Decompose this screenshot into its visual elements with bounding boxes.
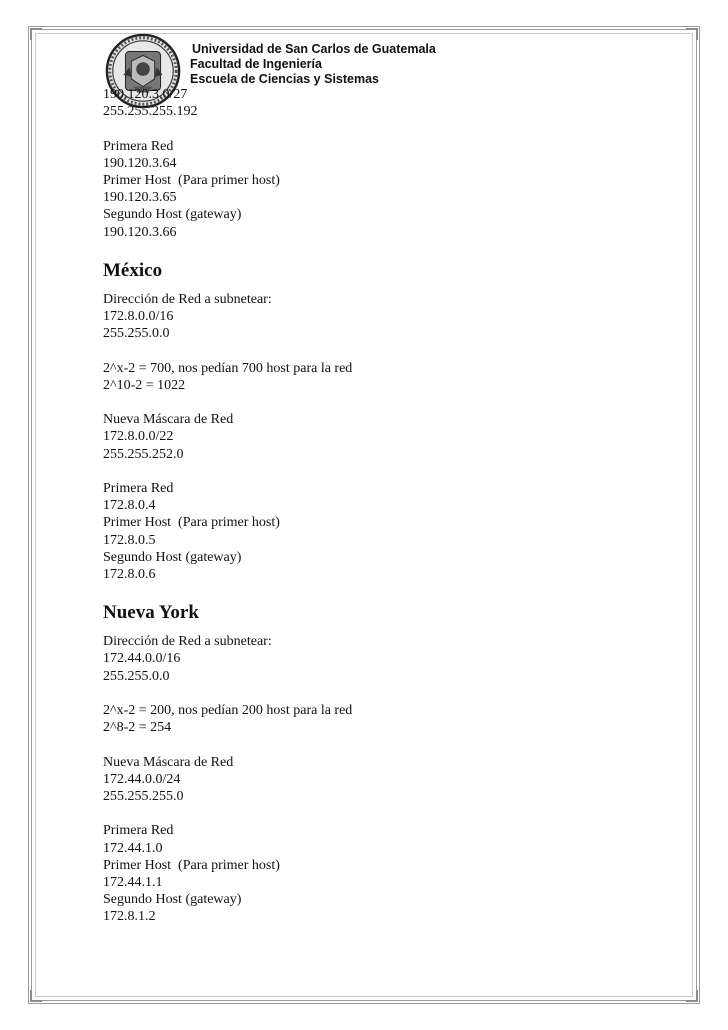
border-corner-top-right [686,28,698,40]
mexico-second-host-label: Segundo Host (gateway) [103,549,242,565]
mexico-first-net: 172.8.0.4 [103,498,156,514]
document-body [103,86,663,925]
top-second-host-label: Segundo Host (gateway) [103,207,242,223]
top-mask: 255.255.255.192 [103,104,198,120]
border-corner-bottom-right [686,990,698,1002]
ny-first-host-label: Primer Host (Para primer host) [103,857,280,873]
border-corner-top-left [30,28,42,40]
ny-net-mask: 255.255.0.0 [103,668,170,684]
mexico-net-mask: 255.255.0.0 [103,326,170,342]
ny-calc-1: 2^x-2 = 200, nos pedían 200 host para la red [103,703,353,718]
ny-new-mask: 255.255.255.0 [103,788,184,804]
mexico-calc-2: 2^10-2 = 1022 [103,377,186,393]
mexico-net: 172.8.0.0/16 [103,309,174,325]
top-first-net: 190.120.3.64 [103,155,177,171]
top-first-net-label: Primera Red [103,138,174,154]
ny-net-label: Dirección de Red a subnetear: [103,634,272,650]
mexico-net-label: Dirección de Red a subnetear: [103,291,272,307]
header-faculty: Facultad de Ingeniería [190,57,322,71]
mexico-new-net: 172.8.0.0/22 [103,429,174,445]
section-heading-new-york: Nueva York [103,602,199,624]
document-header [190,42,436,87]
border-corner-bottom-left [30,990,42,1002]
top-first-host-label: Primer Host (Para primer host) [103,172,280,188]
section-heading-mexico: México [103,259,163,281]
ny-first-host: 172.44.1.1 [103,874,163,890]
ny-second-host: 172.8.1.2 [103,909,156,925]
ny-calc-2: 2^8-2 = 254 [103,720,172,736]
ny-net: 172.44.0.0/16 [103,651,181,667]
mexico-calc-1: 2^x-2 = 700, nos pedían 700 host para la red [103,360,353,376]
ny-new-net: 172.44.0.0/24 [103,771,181,787]
ny-second-host-label: Segundo Host (gateway) [103,892,242,908]
mexico-second-host: 172.8.0.6 [103,566,156,582]
mexico-first-host-label: Primer Host (Para primer host) [103,515,280,531]
top-second-host: 190.120.3.66 [103,224,177,240]
ny-first-net: 172.44.1.0 [103,840,163,856]
mexico-new-mask-label: Nueva Máscara de Red [103,412,234,428]
mexico-new-mask: 255.255.252.0 [103,446,184,462]
mexico-first-host: 172.8.0.5 [103,532,156,548]
top-first-host: 190.120.3.65 [103,190,177,206]
ny-new-mask-label: Nueva Máscara de Red [103,754,234,770]
header-university: Universidad de San Carlos de Guatemala [192,42,436,56]
header-school: Escuela de Ciencias y Sistemas [190,72,379,86]
ny-first-net-label: Primera Red [103,823,174,839]
top-subnet: 190.120.3.0/27 [103,87,188,102]
mexico-first-net-label: Primera Red [103,480,174,496]
